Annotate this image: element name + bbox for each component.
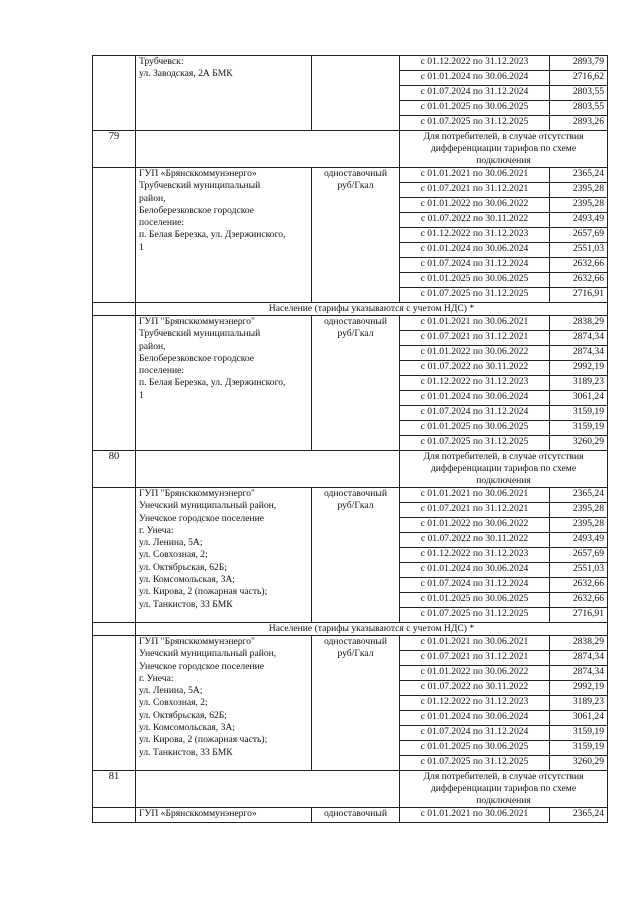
period-cell: с 01.01.2021 по 30.06.2021	[400, 636, 550, 651]
period-cell: с 01.12.2022 по 31.12.2023	[400, 696, 550, 711]
value-cell: 2632,66	[550, 273, 608, 288]
number-cell-blank	[93, 808, 136, 823]
period-cell: с 01.12.2022 по 31.12.2023	[400, 228, 550, 243]
period-cell: с 01.01.2021 по 30.06.2021	[400, 488, 550, 503]
number-cell-blank	[93, 168, 136, 303]
value-cell: 2874,34	[550, 666, 608, 681]
period-cell: с 01.12.2022 по 31.12.2023	[400, 376, 550, 391]
section-header-row	[93, 131, 608, 168]
period-cell: с 01.07.2021 по 31.12.2021	[400, 183, 550, 198]
period-cell: с 01.07.2021 по 31.12.2021	[400, 503, 550, 518]
period-cell: с 01.01.2024 по 30.06.2024	[400, 563, 550, 578]
period-cell: с 01.01.2021 по 30.06.2021	[400, 168, 550, 183]
period-cell: с 01.07.2024 по 31.12.2024	[400, 578, 550, 593]
section-number: 80	[93, 451, 136, 488]
value-cell: 2893,26	[550, 116, 608, 131]
value-cell: 2395,28	[550, 503, 608, 518]
value-cell: 2365,24	[550, 168, 608, 183]
period-cell: с 01.07.2025 по 31.12.2025	[400, 608, 550, 623]
organization-cell: ГУП "Брянсккоммунэнерго" Трубчевский муниципальный район, Белоберезковское городское поселение: п. Белая Березка, ул. Дзержинского, 1	[136, 316, 312, 451]
period-cell: с 01.07.2025 по 31.12.2025	[400, 756, 550, 771]
value-cell: 2395,28	[550, 518, 608, 533]
value-cell: 2395,28	[550, 183, 608, 198]
value-cell: 3061,24	[550, 391, 608, 406]
period-cell: с 01.07.2025 по 31.12.2025	[400, 116, 550, 131]
tariff-row	[93, 316, 608, 331]
value-cell: 2365,24	[550, 488, 608, 503]
number-cell-blank	[93, 316, 136, 451]
value-cell: 2716,91	[550, 288, 608, 303]
period-cell: с 01.01.2022 по 30.06.2022	[400, 198, 550, 213]
number-cell-blank	[93, 56, 136, 131]
tariff-type-cell	[312, 56, 400, 131]
value-cell: 3159,19	[550, 421, 608, 436]
tariff-type-cell: одноставочный руб/Гкал	[312, 636, 400, 771]
period-cell: с 01.07.2022 по 30.11.2022	[400, 213, 550, 228]
value-cell: 2716,91	[550, 608, 608, 623]
section-header: Для потребителей, в случае отсутствия дифференциации тарифов по схеме подключения	[400, 451, 608, 488]
period-cell: с 01.01.2025 по 30.06.2025	[400, 101, 550, 116]
value-cell: 2632,66	[550, 578, 608, 593]
period-cell: с 01.01.2024 по 30.06.2024	[400, 391, 550, 406]
period-cell: с 01.01.2021 по 30.06.2021	[400, 316, 550, 331]
subheader-row	[93, 303, 608, 316]
period-cell: с 01.07.2022 по 30.11.2022	[400, 681, 550, 696]
section-header-row	[93, 771, 608, 808]
tariff-row	[93, 808, 608, 823]
period-cell: с 01.07.2024 по 31.12.2024	[400, 86, 550, 101]
value-cell: 2632,66	[550, 593, 608, 608]
value-cell: 3061,24	[550, 711, 608, 726]
period-cell: с 01.01.2021 по 30.06.2021	[400, 808, 550, 823]
period-cell: с 01.01.2025 по 30.06.2025	[400, 273, 550, 288]
organization-cell: ГУП «Брянсккоммунэнерго» Трубчевский муниципальный район, Белоберезковское городское поселение: п. Белая Березка, ул. Дзержинского, 1	[136, 168, 312, 303]
value-cell: 2992,19	[550, 361, 608, 376]
population-subheader: Население (тарифы указываются с учетом НДС) *	[136, 303, 608, 316]
population-subheader: Население (тарифы указываются с учетом НДС) *	[136, 623, 608, 636]
value-cell: 3260,29	[550, 436, 608, 451]
period-cell: с 01.01.2022 по 30.06.2022	[400, 346, 550, 361]
period-cell: с 01.01.2025 по 30.06.2025	[400, 593, 550, 608]
value-cell: 2365,24	[550, 808, 608, 823]
period-cell: с 01.01.2022 по 30.06.2022	[400, 666, 550, 681]
tariff-row	[93, 636, 608, 651]
subheader-blank	[93, 623, 136, 636]
tariff-type-cell: одноставочный руб/Гкал	[312, 168, 400, 303]
value-cell: 2874,34	[550, 346, 608, 361]
period-cell: с 01.01.2024 по 30.06.2024	[400, 711, 550, 726]
organization-cell: ГУП "Брянсккоммунэнерго" Унечский муниципальный район, Унечское городское поселение г. Унеча: ул. Ленина, 5А; ул. Совхозная, 2; ул. Октябрьская, 62Б; ул. Комсомольская, 3А; ул. Кирова, 2 (пожарная часть); ул. Танкистов, 33 БМК	[136, 636, 312, 771]
period-cell: с 01.07.2024 по 31.12.2024	[400, 258, 550, 273]
header-blank	[136, 771, 400, 808]
value-cell: 2803,55	[550, 86, 608, 101]
value-cell: 3189,23	[550, 696, 608, 711]
value-cell: 2874,34	[550, 331, 608, 346]
tariff-row	[93, 56, 608, 71]
tariff-type-cell: одноставочный руб/Гкал	[312, 488, 400, 623]
period-cell: с 01.01.2025 по 30.06.2025	[400, 421, 550, 436]
value-cell: 2551,03	[550, 243, 608, 258]
number-cell-blank	[93, 488, 136, 623]
tariff-type-cell: одноставочный руб/Гкал	[312, 316, 400, 451]
tariff-type-cell: одноставочный	[312, 808, 400, 823]
period-cell: с 01.07.2024 по 31.12.2024	[400, 726, 550, 741]
value-cell: 2893,79	[550, 56, 608, 71]
period-cell: с 01.12.2022 по 31.12.2023	[400, 56, 550, 71]
period-cell: с 01.01.2024 по 30.06.2024	[400, 71, 550, 86]
section-header: Для потребителей, в случае отсутствия дифференциации тарифов по схеме подключения	[400, 771, 608, 808]
subheader-blank	[93, 303, 136, 316]
organization-cell: ГУП "Брянсккоммунэнерго" Унечский муниципальный район, Унечское городское поселение г. Унеча: ул. Ленина, 5А; ул. Совхозная, 2; ул. Октябрьская, 62Б; ул. Комсомольская, 3А; ул. Кирова, 2 (пожарная часть); ул. Танкистов, 33 БМК	[136, 488, 312, 623]
period-cell: с 01.07.2025 по 31.12.2025	[400, 288, 550, 303]
organization-cell: ГУП «Брянсккоммунэнерго»	[136, 808, 312, 823]
value-cell: 2551,03	[550, 563, 608, 578]
period-cell: с 01.01.2022 по 30.06.2022	[400, 518, 550, 533]
period-cell: с 01.01.2024 по 30.06.2024	[400, 243, 550, 258]
value-cell: 3159,19	[550, 741, 608, 756]
number-cell-blank	[93, 636, 136, 771]
value-cell: 2657,69	[550, 228, 608, 243]
section-header: Для потребителей, в случае отсутствия дифференциации тарифов по схеме подключения	[400, 131, 608, 168]
period-cell: с 01.07.2025 по 31.12.2025	[400, 436, 550, 451]
value-cell: 3159,19	[550, 726, 608, 741]
header-blank	[136, 131, 400, 168]
tariff-row	[93, 168, 608, 183]
section-number: 79	[93, 131, 136, 168]
section-header-row	[93, 451, 608, 488]
value-cell: 2803,55	[550, 101, 608, 116]
value-cell: 2838,29	[550, 636, 608, 651]
value-cell: 3260,29	[550, 756, 608, 771]
value-cell: 2874,34	[550, 651, 608, 666]
value-cell: 2493,49	[550, 213, 608, 228]
period-cell: с 01.07.2021 по 31.12.2021	[400, 331, 550, 346]
value-cell: 2838,29	[550, 316, 608, 331]
value-cell: 3159,19	[550, 406, 608, 421]
period-cell: с 01.07.2024 по 31.12.2024	[400, 406, 550, 421]
value-cell: 2493,49	[550, 533, 608, 548]
header-blank	[136, 451, 400, 488]
value-cell: 2657,69	[550, 548, 608, 563]
value-cell: 3189,23	[550, 376, 608, 391]
section-number: 81	[93, 771, 136, 808]
value-cell: 2395,28	[550, 198, 608, 213]
period-cell: с 01.01.2025 по 30.06.2025	[400, 741, 550, 756]
value-cell: 2716,62	[550, 71, 608, 86]
tariff-row	[93, 488, 608, 503]
subheader-row	[93, 623, 608, 636]
value-cell: 2632,66	[550, 258, 608, 273]
period-cell: с 01.07.2021 по 31.12.2021	[400, 651, 550, 666]
period-cell: с 01.12.2022 по 31.12.2023	[400, 548, 550, 563]
value-cell: 2992,19	[550, 681, 608, 696]
tariff-table	[92, 55, 608, 823]
organization-cell: Трубчевск: ул. Заводская, 2А БМК	[136, 56, 312, 131]
period-cell: с 01.07.2022 по 30.11.2022	[400, 533, 550, 548]
period-cell: с 01.07.2022 по 30.11.2022	[400, 361, 550, 376]
